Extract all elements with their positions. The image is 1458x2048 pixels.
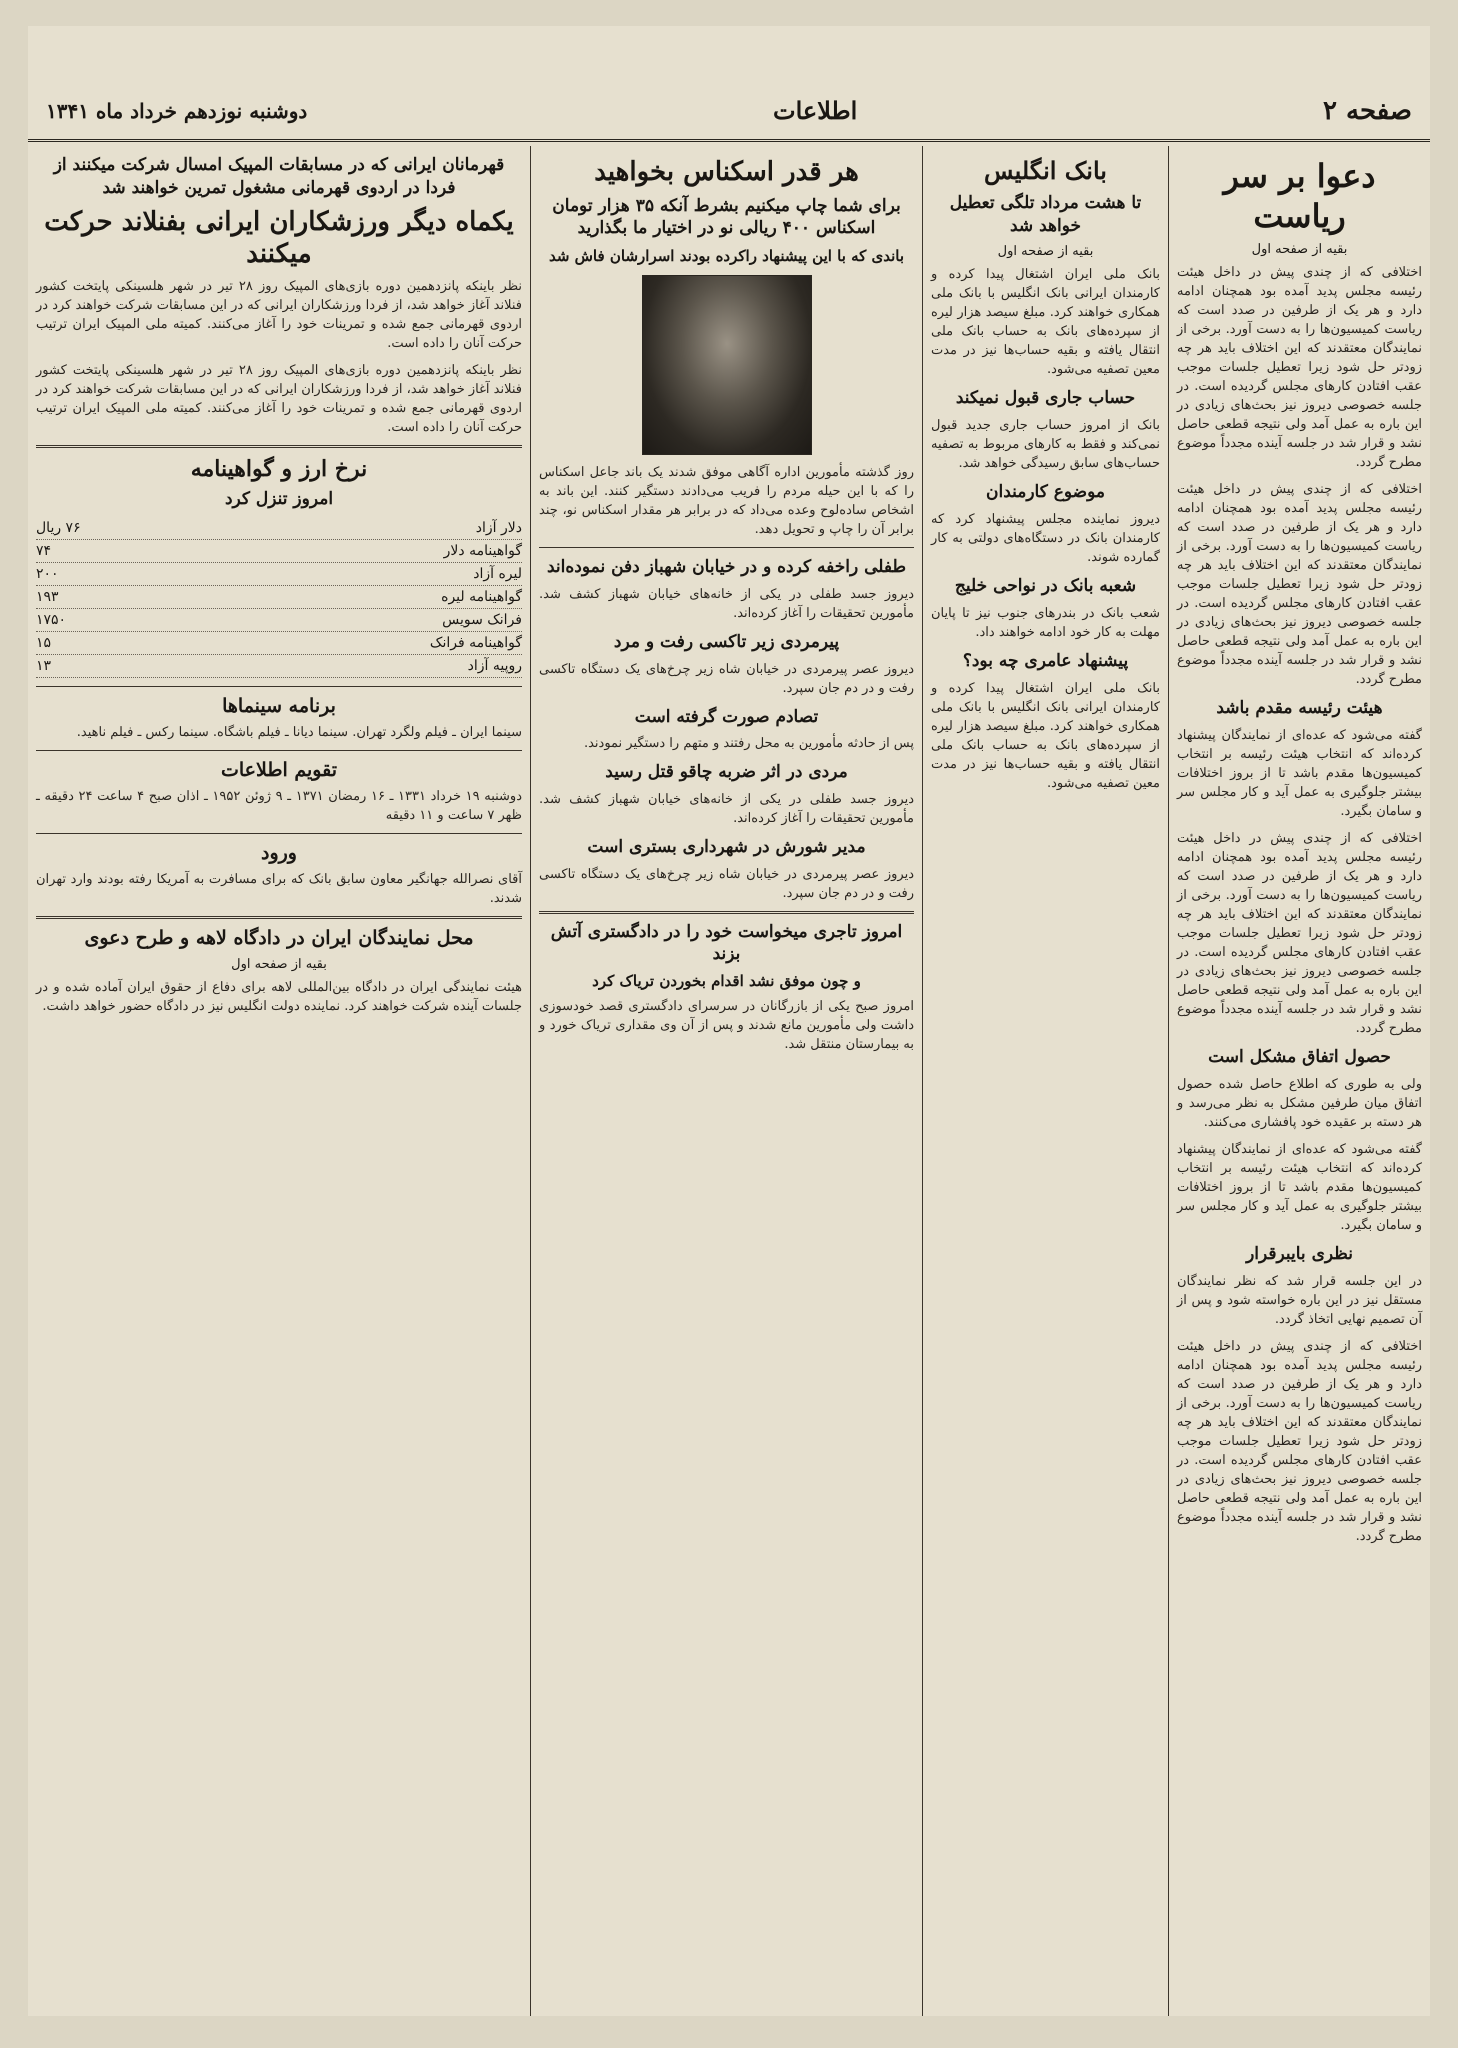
article-body: اختلافی که از چندی پیش در داخل هیئت رئیسه مجلس پدید آمده بود همچنان ادامه دارد و هر یک از طرفین در صدد است که ریاست کمیسیون‌ها را به دست آورد. برخی از نمایندگان معتقدند که این اختلاف باید هر چه زودتر حل شود زیرا تعطیل جلسات موجب عقب افتادن کارهای مجلس گردیده است. در جلسه خصوصی دیروز نیز بحث‌های زیادی در این باره به عمل آمد ولی نتیجه قطعی حاصل نشد و قرار شد در جلسه آینده مجدداً موضوع مطرح گردد. — [1177, 265, 1422, 470]
divider — [36, 916, 522, 919]
divider — [36, 686, 522, 687]
headline-leadership: دعوا بر سر ریاست — [1223, 157, 1376, 235]
rate-value: ۷۶ ریال — [36, 519, 81, 536]
article-body: پس از حادثه مأمورین به محل رفتند و متهم را دستگیر نمودند. — [583, 736, 914, 752]
headline-merchant: امروز تاجری میخواست خود را در دادگستری آتش بزند — [550, 922, 903, 964]
rate-value: ۱۳ — [36, 657, 52, 674]
rate-name: گواهینامه دلار — [443, 542, 522, 559]
continued-note: بقیه از صفحه اول — [1251, 242, 1348, 257]
headline-olympics: یکماه دیگر ورزشکاران ایرانی بفنلاند حرکت میکنند — [44, 206, 514, 270]
subheading: شعبه بانک در نواحی خلیج — [954, 575, 1137, 596]
rate-name: روپیه آزاد — [467, 657, 522, 674]
article-body: هیئت نمایندگی ایران در دادگاه بین‌المللی لاهه برای دفاع از حقوق ایران آماده شده و در جلسات آینده شرکت خواهند کرد. نماینده دولت انگلیس نیز در دادگاه حضور خواهد داشت. — [36, 979, 522, 1014]
rate-name: گواهینامه فرانک — [429, 634, 522, 651]
subheading: هیئت رئیسه مقدم باشد — [1216, 698, 1383, 718]
rate-value: ۱۵ — [36, 634, 52, 651]
rate-value: ۲۰۰ — [36, 565, 59, 582]
article-body: شعب بانک در بندرهای جنوب نیز تا پایان مهلت به کار خود ادامه خواهند داد. — [931, 605, 1160, 640]
continued-note: بقیه از صفحه اول — [997, 243, 1094, 259]
newspaper-name: اطلاعات — [773, 96, 858, 125]
calendar-title: تقویم اطلاعات — [220, 758, 337, 781]
note-body: آقای نصرالله جهانگیر معاون سابق بانک که برای مسافرت به آمریکا رفته بودند وارد تهران شدند. — [36, 871, 522, 906]
article-body: دیروز نماینده مجلس پیشنهاد کرد که کارمندان بانک در دستگاه‌های دولتی به کار گمارده شوند. — [931, 511, 1160, 565]
rate-row — [36, 609, 522, 632]
rate-name: گواهینامه لیره — [441, 588, 522, 605]
page-number: صفحه ۲ — [1323, 95, 1412, 126]
divider — [36, 833, 522, 834]
portrait-photo — [642, 275, 812, 455]
subheading: قهرمانان ایرانی که در مسابقات المپیک امسال شرکت میکنند از فردا در اردوی قهرمانی مشغول تمرین خواهند شد — [53, 155, 505, 198]
rates-table — [36, 517, 522, 678]
article-body: دیروز جسد طفلی در یکی از خانه‌های خیابان شهباز کشف شد. مأمورین تحقیقات را آغاز کرده‌اند. — [539, 586, 914, 621]
article-body: بانک از امروز حساب جاری جدید قبول نمی‌کند و فقط به کارهای مربوط به تصفیه حساب‌های سابق رسیدگی خواهد شد. — [931, 417, 1160, 471]
rate-name: فرانک سویس — [442, 611, 522, 628]
subheading: و چون موفق نشد اقدام بخوردن تریاک کرد — [592, 971, 861, 990]
cinema-title: برنامه سینماها — [222, 694, 336, 717]
column-sports — [28, 146, 530, 2016]
divider — [539, 547, 914, 548]
rate-value: ۷۴ — [36, 542, 52, 559]
article-body: روز گذشته مأمورین اداره آگاهی موفق شدند یک باند جاعل اسکناس را که با این حیله مردم را فریب می‌دادند دستگیر کنند. این باند به اشخاص ساده‌لوح وعده می‌داد که در برابر هر مقدار اسکناس نو، چند برابر آن را چاپ و تحویل دهد. — [539, 464, 914, 537]
rate-row — [36, 655, 522, 678]
article-body: دیروز عصر پیرمردی در خیابان شاه زیر چرخ‌های یک دستگاه تاکسی رفت و در دم جان سپرد. — [539, 661, 914, 696]
rate-value: ۱۷۵۰ — [36, 611, 67, 628]
article-body: امروز صبح یکی از بازرگانان در سرسرای دادگستری قصد خودسوزی داشت ولی مأمورین مانع شدند و پس از آن وی مقداری تریاک خورد و به بیمارستان منتقل شد. — [539, 999, 914, 1053]
article-body: در این جلسه قرار شد که نظر نمایندگان مستقل نیز در این باره خواسته شود و پس از آن تصمیم نهایی اتخاذ گردد. — [1177, 1273, 1422, 1327]
rate-row — [36, 586, 522, 609]
article-body: دیروز عصر پیرمردی در خیابان شاه زیر چرخ‌های یک دستگاه تاکسی رفت و در دم جان سپرد. — [539, 867, 914, 902]
article-body: نظر باینکه پانزدهمین دوره بازی‌های المپیک روز ۲۸ تیر در شهر هلسینکی پایتخت کشور فنلاند آغاز خواهد شد، از فردا ورزشکاران ایرانی که در این مسابقات شرکت خواهند کرد در اردوی قهرمانی جمع شده و تمرینات خود را آغاز می‌کنند. کمیته ملی المپیک ایران ترتیب حرکت آنان را داده است. — [36, 362, 522, 435]
divider — [36, 445, 522, 448]
subheading: موضوع کارمندان — [985, 481, 1106, 502]
article-body: بانک ملی ایران اشتغال پیدا کرده و کارمندان ایرانی بانک انگلیس با بانک ملی همکاری خواهند کرد. مبلغ سیصد هزار لیره از سپرده‌های بانک به حساب بانک ملی انتقال یافته و بقیه حساب‌ها نیز در مدت معین تصفیه می‌شود. — [931, 266, 1160, 377]
subheading: مردی در اثر ضربه چاقو قتل رسید — [605, 762, 848, 783]
headline-bank: بانک انگلیس — [984, 156, 1107, 185]
rate-row — [36, 517, 522, 540]
headline-hague: محل نمایندگان ایران در دادگاه لاهه و طرح دعوی — [84, 926, 474, 949]
subheading: حساب جاری قبول نمیکند — [955, 387, 1136, 408]
column-city-news — [530, 146, 922, 2016]
note-title: ورود — [261, 841, 297, 864]
rates-title: نرخ ارز و گواهینامه — [190, 455, 368, 482]
column-politics — [1168, 146, 1430, 2016]
rate-row — [36, 540, 522, 563]
cinema-body: سینما ایران ـ فیلم ولگرد تهران. سینما دیانا ـ فیلم باشگاه. سینما رکس ـ فیلم ناهید. — [76, 724, 522, 740]
subheading: پیرمردی زیر تاکسی رفت و مرد — [613, 631, 840, 652]
article-body-repeat: اختلافی که از چندی پیش در داخل هیئت رئیسه مجلس پدید آمده بود همچنان ادامه دارد و هر یک از طرفین در صدد است که ریاست کمیسیون‌ها را به دست آورد. برخی از نمایندگان معتقدند که این اختلاف باید هر چه زودتر حل شود زیرا تعطیل جلسات موجب عقب افتادن کارهای مجلس گردیده است. در جلسه خصوصی دیروز نیز بحث‌های زیادی در این باره به عمل آمد ولی نتیجه قطعی حاصل نشد و قرار شد در جلسه آینده مجدداً موضوع مطرح گردد. — [1177, 482, 1422, 687]
article-body: اختلافی که از چندی پیش در داخل هیئت رئیسه مجلس پدید آمده بود همچنان ادامه دارد و هر یک از طرفین در صدد است که ریاست کمیسیون‌ها را به دست آورد. برخی از نمایندگان معتقدند که این اختلاف باید هر چه زودتر حل شود زیرا تعطیل جلسات موجب عقب افتادن کارهای مجلس گردیده است. در جلسه خصوصی دیروز نیز بحث‌های زیادی در این باره به عمل آمد ولی نتیجه قطعی حاصل نشد و قرار شد در جلسه آینده مجدداً موضوع مطرح گردد. — [1177, 830, 1422, 1036]
rate-row — [36, 632, 522, 655]
page-header — [28, 82, 1430, 142]
rate-value: ۱۹۳ — [36, 588, 59, 605]
rate-name: لیره آزاد — [473, 565, 522, 582]
issue-date: دوشنبه نوزدهم خرداد ماه ۱۳۴۱ — [46, 98, 308, 123]
continued-note: بقیه از صفحه اول — [231, 956, 327, 972]
article-body: نظر باینکه پانزدهمین دوره بازی‌های المپیک روز ۲۸ تیر در شهر هلسینکی پایتخت کشور فنلاند آغاز خواهد شد، از فردا ورزشکاران ایرانی که در این مسابقات شرکت خواهند کرد در اردوی قهرمانی جمع شده و تمرینات خود را آغاز می‌کنند. کمیته ملی المپیک ایران ترتیب حرکت آنان را داده است. — [36, 278, 522, 351]
article-body: بانک ملی ایران اشتغال پیدا کرده و کارمندان ایرانی بانک انگلیس با بانک ملی همکاری خواهند کرد. مبلغ سیصد هزار لیره از سپرده‌های بانک به حساب بانک ملی انتقال یافته و بقیه حساب‌ها نیز در مدت معین تصفیه می‌شود. — [931, 680, 1160, 791]
article-body: گفته می‌شود که عده‌ای از نمایندگان پیشنهاد کرده‌اند که انتخاب هیئت رئیسه بر انتخاب کمیسیون‌ها مقدم باشد تا از بروز اختلافات بیشتر جلوگیری به عمل آید و کار مجلس سر و سامان بگیرد. — [1177, 727, 1422, 819]
subheading: حصول اتفاق مشکل است — [1208, 1046, 1391, 1067]
subheading: پیشنهاد عامری چه بود؟ — [962, 650, 1129, 671]
article-body: گفته می‌شود که عده‌ای از نمایندگان پیشنهاد کرده‌اند که انتخاب هیئت رئیسه بر انتخاب کمیسیون‌ها مقدم باشد تا از بروز اختلافات بیشتر جلوگیری به عمل آید و کار مجلس سر و سامان بگیرد. — [1177, 1141, 1422, 1233]
rate-name: دلار آزاد — [475, 519, 522, 536]
article-body: اختلافی که از چندی پیش در داخل هیئت رئیسه مجلس پدید آمده بود همچنان ادامه دارد و هر یک از طرفین در صدد است که ریاست کمیسیون‌ها را به دست آورد. برخی از نمایندگان معتقدند که این اختلاف باید هر چه زودتر حل شود زیرا تعطیل جلسات موجب عقب افتادن کارهای مجلس گردیده است. در جلسه خصوصی دیروز نیز بحث‌های زیادی در این باره به عمل آمد ولی نتیجه قطعی حاصل نشد و قرار شد در جلسه آینده مجدداً موضوع مطرح گردد. — [1177, 1338, 1422, 1544]
article-body: دیروز جسد طفلی در یکی از خانه‌های خیابان شهباز کشف شد. مأمورین تحقیقات را آغاز کرده‌اند. — [539, 792, 914, 827]
newspaper-page — [28, 26, 1430, 2016]
divider — [539, 911, 914, 914]
column-bank — [922, 146, 1168, 2016]
calendar-body: دوشنبه ۱۹ خرداد ۱۳۳۱ ـ ۱۶ رمضان ۱۳۷۱ ـ ۹ ژوئن ۱۹۵۲ ـ اذان صبح ۴ ساعت ۲۴ دقیقه ـ ظهر ۷ ساعت و ۱۱ دقیقه — [36, 788, 522, 823]
subheading: باندی که با این پیشنهاد راکرده بودند اسرارشان فاش شد — [548, 247, 905, 266]
subheading: تا هشت مرداد تلگی تعطیل خواهد شد — [949, 193, 1142, 236]
subheading: مدیر شورش در شهرداری بستری است — [587, 837, 866, 858]
article-body: ولی به طوری که اطلاع حاصل شده حصول اتفاق میان طرفین مشکل به نظر می‌رسد و هر دسته بر عقیده خود پافشاری می‌کنند. — [1177, 1076, 1422, 1130]
headline-banknotes: هر قدر اسکناس بخواهید — [594, 157, 859, 187]
subheading: نظری بایبرقرار — [1246, 1243, 1353, 1264]
subheading: طفلی راخفه کرده و در خیابان شهباز دفن نموده‌اند — [546, 556, 907, 577]
rate-row — [36, 563, 522, 586]
rates-subtitle: امروز تنزل کرد — [224, 488, 334, 509]
divider — [36, 750, 522, 751]
subheading: تصادم صورت گرفته است — [634, 706, 819, 727]
subheading: برای شما چاپ میکنیم بشرط آنکه ۳۵ هزار تومان اسکناس ۴۰۰ ریالی نو در اختیار ما بگذارید — [552, 195, 901, 239]
